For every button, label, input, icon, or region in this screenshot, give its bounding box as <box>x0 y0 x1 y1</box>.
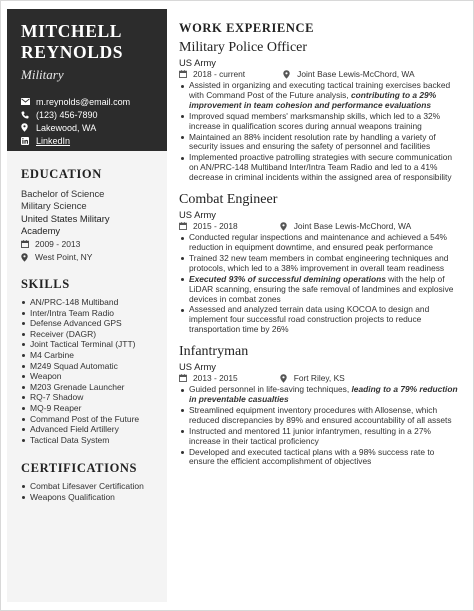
bullet-text: Maintained an 88% incident resolution rate by handling a variety of security issues and ensuring the safety of personnel and facilities <box>189 131 436 152</box>
certification-item: Combat Lifesaver Certification <box>21 481 157 492</box>
calendar-icon <box>179 374 191 382</box>
map-pin-icon <box>21 253 33 262</box>
job-bullet <box>179 275 461 305</box>
education-location-text: West Point, NY <box>35 252 93 262</box>
job-bullet <box>179 133 461 153</box>
job-title: Combat Engineer <box>179 192 278 208</box>
bullet-text: with the help of LiDAR scanning, ensuring the safe removal of landmines and explosive devices in combat zones <box>189 273 454 304</box>
job-meta <box>179 68 461 80</box>
job-title: Military Police Officer <box>179 40 308 55</box>
job-bullet <box>179 233 461 253</box>
bullet-text: Instructed and mentored 11 junior infantrymen, resulting in a 27% increase in their tactical proficiency <box>189 425 431 446</box>
job-entry <box>179 343 461 467</box>
job-location <box>283 69 414 79</box>
skills-list <box>21 297 157 445</box>
job-bullet <box>179 254 461 274</box>
degree-line-2: Military Science <box>21 200 87 211</box>
bullet-text: Assessed and analyzed terrain data using KOCOA to design and implement four successful road construction projects to reduce transportation time by 26% <box>189 304 430 335</box>
bullet-text: Developed and executed tactical plans with a 98% success rate to ensure the efficient accomplishment of objectives <box>189 446 435 467</box>
job-bullet <box>179 406 461 426</box>
calendar-icon <box>179 70 191 78</box>
map-pin-icon <box>280 222 292 231</box>
map-pin-icon <box>283 70 295 79</box>
location-row <box>21 121 157 134</box>
location-text: Lakewood, WA <box>36 122 97 133</box>
skill-item: M4 Carbine <box>21 350 157 361</box>
linkedin-row[interactable] <box>21 134 157 147</box>
skill-item: RQ-7 Shadow <box>21 392 157 403</box>
company-name: US Army <box>179 361 216 373</box>
company-name: US Army <box>179 209 216 221</box>
skill-item: Receiver (DAGR) <box>21 329 157 340</box>
job-location-text: Joint Base Lewis-McChord, WA <box>297 69 415 79</box>
job-bullets <box>179 81 461 183</box>
job-bullets <box>179 233 461 335</box>
envelope-icon <box>21 98 33 105</box>
linkedin-link[interactable]: LinkedIn <box>36 135 71 146</box>
job-bullet <box>179 448 461 468</box>
skill-item: M203 Grenade Launcher <box>21 382 157 393</box>
school-line-2: Academy <box>21 225 61 236</box>
job-bullet <box>179 81 461 111</box>
certifications-heading: CERTIFICATIONS <box>21 461 138 476</box>
work-experience-heading: WORK EXPERIENCE <box>179 21 315 35</box>
bullet-text: Assisted in organizing and executing tactical training exercises backed with Command Post of the Future analysis, <box>189 80 451 100</box>
certifications-section <box>7 461 167 502</box>
job-bullet <box>179 112 461 132</box>
job-bullets <box>179 385 461 467</box>
phone-row[interactable] <box>21 108 157 121</box>
education-dates-text: 2009 - 2013 <box>35 239 81 249</box>
bullet-text: Conducted regular inspections and maintenance and achieved a 54% reduction in equipment downtime, and ensured peak performance <box>189 232 447 252</box>
job-location-text: Fort Riley, KS <box>293 373 345 384</box>
bullet-highlight: leading to a 79% reduction in preventable casualties <box>189 384 458 405</box>
calendar-icon <box>179 222 191 230</box>
map-pin-icon <box>21 123 33 132</box>
phone-text: (123) 456-7890 <box>36 109 98 120</box>
map-pin-icon <box>280 374 292 383</box>
job-meta <box>179 372 461 384</box>
job-title: Infantryman <box>179 344 249 360</box>
job-entry <box>179 191 461 335</box>
bullet-highlight: Executed 93% of successful demining operations <box>189 273 386 284</box>
skill-item: Weapon <box>21 371 157 382</box>
job-bullet <box>179 153 461 183</box>
education-heading: EDUCATION <box>21 167 102 181</box>
education-section <box>7 167 167 263</box>
job-dates: 2013 - 2015 <box>193 373 238 384</box>
skill-item: Tactical Data System <box>21 435 157 446</box>
candidate-subtitle: Military <box>21 67 64 82</box>
bullet-text: Trained 32 new team members in combat engineering techniques and protocols, which led to a 38% improvement in overall team readiness <box>189 252 449 273</box>
skill-item: Joint Tactical Terminal (JTT) <box>21 339 157 350</box>
school-line-1: United States Military <box>21 213 110 224</box>
job-dates: 2015 - 2018 <box>193 221 238 232</box>
contact-info <box>21 95 157 147</box>
certification-item: Weapons Qualification <box>21 492 157 503</box>
education-dates <box>21 238 157 250</box>
skill-item: Defense Advanced GPS <box>21 318 157 329</box>
skills-heading: SKILLS <box>21 277 70 291</box>
left-sidebar <box>7 9 167 602</box>
email-row[interactable] <box>21 95 157 108</box>
bullet-highlight: contributing to a 29% improvement in team cohesion and performance evaluations <box>189 89 437 110</box>
job-meta <box>179 220 461 232</box>
company-name: US Army <box>179 57 216 68</box>
bullet-text: Improved squad members' marksmanship skills, which led to a 32% increase in qualification scores during annual weapons training <box>189 110 441 131</box>
job-location <box>280 221 411 231</box>
skills-section <box>7 277 167 445</box>
degree-line-1: Bachelor of Science <box>21 188 105 199</box>
job-location-text: Joint Base Lewis-McChord, WA <box>293 221 412 232</box>
skill-item: AN/PRC-148 Multiband <box>21 297 157 308</box>
name-line-1: MITCHELL <box>21 21 123 41</box>
email-text: m.reynolds@email.com <box>36 96 131 107</box>
skill-item: Command Post of the Future <box>21 414 157 425</box>
certifications-list <box>21 481 157 502</box>
calendar-icon <box>21 240 33 248</box>
bullet-text: Streamlined equipment inventory procedures with Allosense, which reduced discrepancies by 89% and ensured accountability of all assets <box>189 404 452 425</box>
bullet-text: Guided personnel in life-saving techniques, <box>189 384 352 395</box>
job-dates: 2018 - current <box>193 69 246 79</box>
candidate-name <box>21 21 157 63</box>
name-line-2: REYNOLDS <box>21 42 124 62</box>
job-bullet <box>179 385 461 405</box>
linkedin-icon <box>21 137 33 145</box>
job-bullet <box>179 305 461 335</box>
skill-item: M249 Squad Automatic <box>21 361 157 372</box>
job-bullet <box>179 427 461 447</box>
name-header <box>7 9 167 151</box>
phone-icon <box>21 111 33 119</box>
bullet-text: Implemented proactive patrolling strategies with secure communication on AN/PRC-148 Multiband Inter/Intra Team Radio and led to a 41% decrease in criminal incidents within the assigned area of responsibility <box>189 152 453 183</box>
skill-item: MQ-9 Reaper <box>21 403 157 414</box>
skill-item: Advanced Field Artillery <box>21 424 157 435</box>
education-location <box>21 251 157 263</box>
job-location <box>280 373 345 383</box>
job-entry <box>179 39 461 183</box>
skill-item: Inter/Intra Team Radio <box>21 308 157 319</box>
main-column <box>179 9 461 468</box>
